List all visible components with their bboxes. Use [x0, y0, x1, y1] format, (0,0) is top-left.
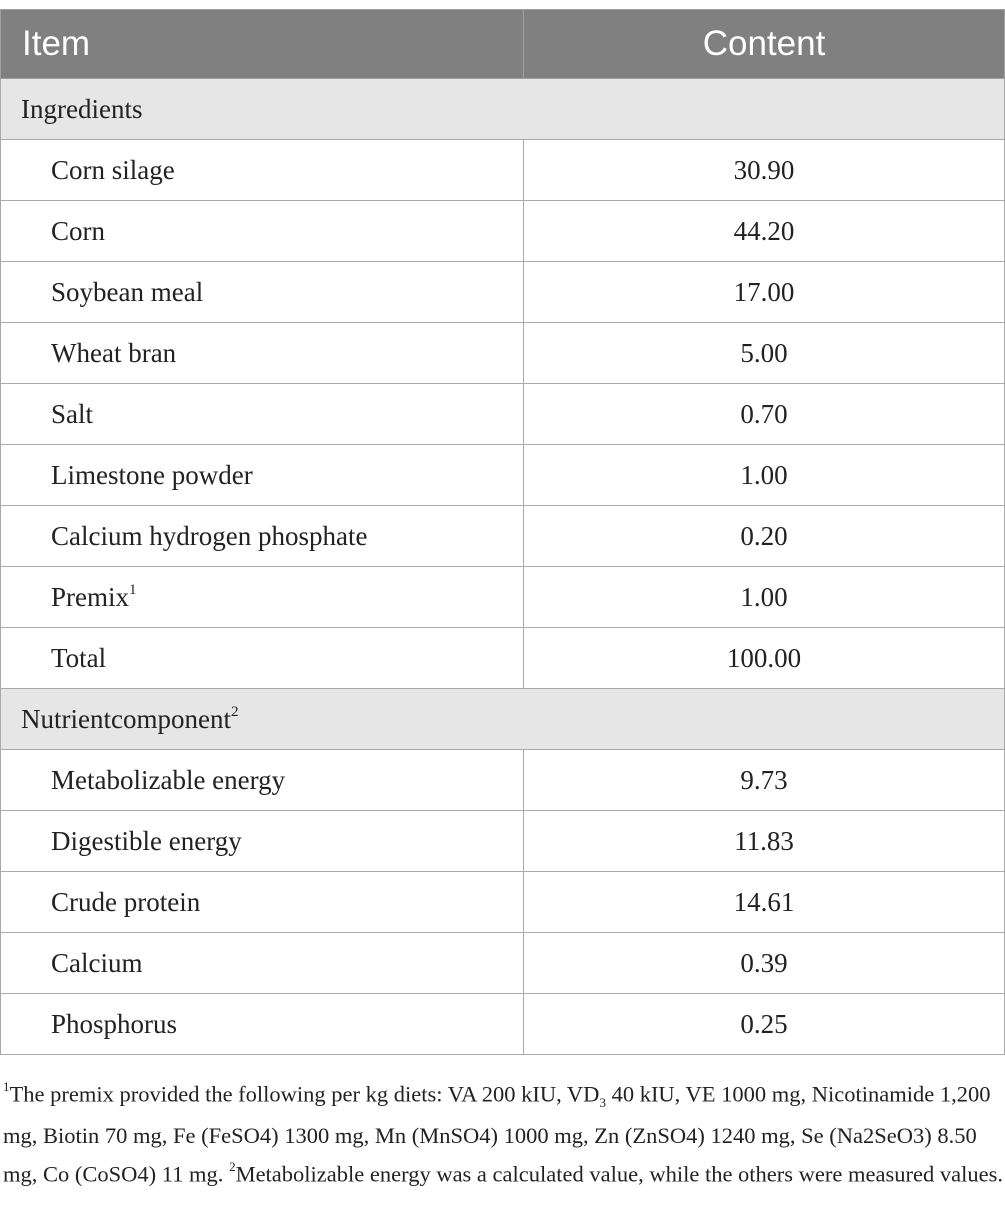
- row-label: Corn: [1, 201, 524, 262]
- table-row: [1, 201, 1005, 262]
- footnote-marker-1: 1: [129, 581, 137, 598]
- row-value: 5.00: [524, 323, 1005, 384]
- row-value: 0.70: [524, 384, 1005, 445]
- row-value: 14.61: [524, 872, 1005, 933]
- premix-label-text: Premix: [51, 581, 129, 612]
- footnote-sup-2: 2: [229, 1159, 236, 1174]
- row-label-premix: [1, 567, 524, 628]
- row-value: 100.00: [524, 628, 1005, 689]
- row-label: Wheat bran: [1, 323, 524, 384]
- table-row: [1, 811, 1005, 872]
- row-label: Crude protein: [1, 872, 524, 933]
- footnote-marker-2: 2: [230, 703, 239, 720]
- nutrients-title-text: Nutrientcomponent: [21, 703, 231, 734]
- section-ingredients: [1, 79, 1005, 140]
- row-value: 1.00: [524, 445, 1005, 506]
- row-value: 0.39: [524, 933, 1005, 994]
- row-label: Limestone powder: [1, 445, 524, 506]
- row-value: 30.90: [524, 140, 1005, 201]
- footnote-text-1: The premix provided the following per kg diets: VA 200 kIU, VD: [9, 1081, 600, 1107]
- table-header-row: [1, 10, 1005, 79]
- row-value: 0.20: [524, 506, 1005, 567]
- section-nutrients-title: [1, 689, 1005, 750]
- footnote-text-2: 40 kIU, VE 1000 mg, Nicotinamide 1,200 mg, Biotin 70 mg, Fe (FeSO4) 1300 mg, Mn (MnSO4) 1000 mg, Zn (ZnSO4) 1240 mg, Se (Na2SeO3) 8.50 mg, Co (CoSO4) 11 mg.: [3, 1081, 991, 1187]
- footnote-sub-3: 3: [599, 1095, 606, 1110]
- section-nutrients: [1, 689, 1005, 750]
- table-row: [1, 262, 1005, 323]
- row-label: Total: [1, 628, 524, 689]
- header-content: Content: [524, 10, 1005, 79]
- row-value: 0.25: [524, 994, 1005, 1055]
- row-value: 11.83: [524, 811, 1005, 872]
- table-row: [1, 933, 1005, 994]
- row-label: Metabolizable energy: [1, 750, 524, 811]
- row-label: Calcium hydrogen phosphate: [1, 506, 524, 567]
- row-label: Phosphorus: [1, 994, 524, 1055]
- row-label: Digestible energy: [1, 811, 524, 872]
- table-row: [1, 140, 1005, 201]
- diet-composition-table: [0, 9, 1005, 1055]
- row-label: Corn silage: [1, 140, 524, 201]
- header-item: Item: [1, 10, 524, 79]
- table-row: [1, 506, 1005, 567]
- table-row: [1, 994, 1005, 1055]
- row-value: 44.20: [524, 201, 1005, 262]
- table-row: [1, 872, 1005, 933]
- row-label: Salt: [1, 384, 524, 445]
- table-row: [1, 628, 1005, 689]
- row-value: 9.73: [524, 750, 1005, 811]
- row-value: 1.00: [524, 567, 1005, 628]
- footnote-text-3: Metabolizable energy was a calculated value, while the others were measured values.: [235, 1161, 1003, 1187]
- table-row: [1, 445, 1005, 506]
- footnote-sup-1: 1: [3, 1079, 10, 1094]
- table-row: [1, 323, 1005, 384]
- diet-composition-table-wrapper: [0, 9, 1005, 1055]
- table-row: [1, 567, 1005, 628]
- row-value: 17.00: [524, 262, 1005, 323]
- table-row: [1, 384, 1005, 445]
- table-row: [1, 750, 1005, 811]
- table-footnote: [3, 1072, 1003, 1191]
- section-ingredients-title: Ingredients: [1, 79, 1005, 140]
- row-label: Calcium: [1, 933, 524, 994]
- row-label: Soybean meal: [1, 262, 524, 323]
